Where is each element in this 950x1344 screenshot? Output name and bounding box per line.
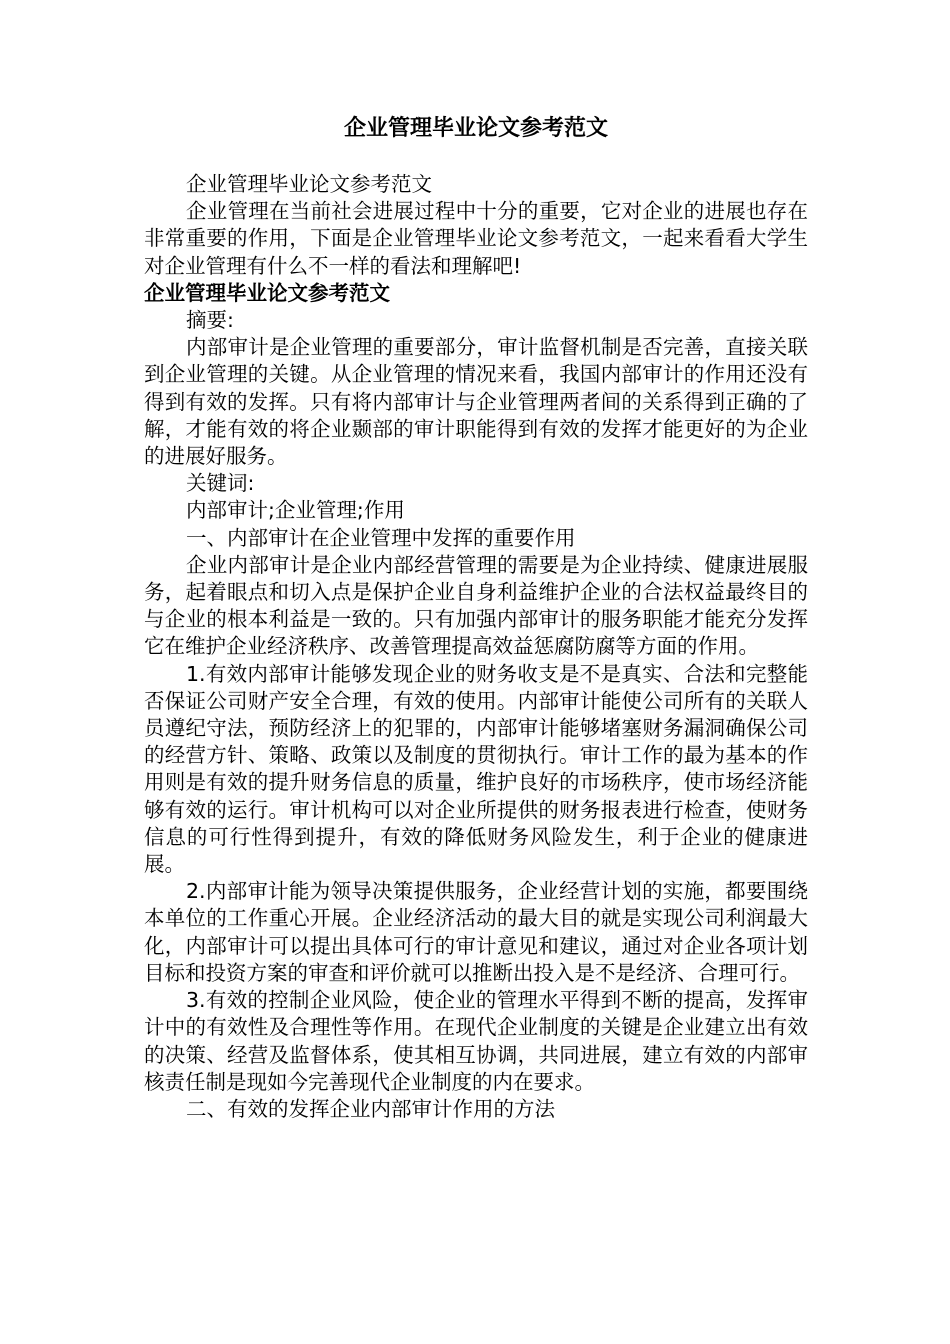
- paragraph-point-one: 1.有效内部审计能够发现企业的财务收支是不是真实、合法和完整能否保证公司财产安全合理，有效的使用。内部审计能使公司所有的关联人员遵纪守法，预防经济上的犯罪的，内部审计能够堵塞财务漏洞确保公司的经营方针、策略、政策以及制度的贯彻执行。审计工作的最为基本的作用则是有效的提升财务信息的质量，维护良好的市场秩序，使市场经济能够有效的运行。审计机构可以对企业所提供的财务报表进行检查，使财务信息的可行性得到提升，有效的降低财务风险发生，利于企业的健康进展。: [144, 661, 808, 877]
- document-page: [144, 112, 808, 1123]
- paragraph-subtitle: 企业管理毕业论文参考范文: [186, 172, 432, 196]
- keywords-value: 内部审计;企业管理;作用: [186, 498, 405, 523]
- paragraph-section-one: 企业内部审计是企业内部经营管理的需要是为企业持续、健康进展服务，起着眼点和切入点是保护企业自身利益维护企业的合法权益最终目的与企业的根本利益是一致的。只有加强内部审计的服务职能才能充分发挥它在维护企业经济秩序、改善管理提高效益惩腐防腐等方面的作用。: [144, 552, 808, 659]
- section-heading: 企业管理毕业论文参考范文: [144, 280, 390, 305]
- paragraph-intro: 企业管理在当前社会进展过程中十分的重要，它对企业的进展也存在非常重要的作用，下面是企业管理毕业论文参考范文，一起来看看大学生对企业管理有什么不一样的看法和理解吧!: [144, 199, 808, 278]
- section-one-heading: 一、内部审计在企业管理中发挥的重要作用: [186, 525, 576, 550]
- keywords-label: 关键词:: [186, 471, 255, 496]
- document-title: 企业管理毕业论文参考范文: [343, 116, 608, 141]
- paragraph-point-two: 2.内部审计能为领导决策提供服务，企业经营计划的实施，都要围绕本单位的工作重心开展。企业经济活动的最大目的就是实现公司利润最大化，内部审计可以提出具体可行的审计意见和建议，通过对企业各项计划目标和投资方案的审查和评价就可以推断出投入是不是经济、合理可行。: [144, 879, 808, 985]
- section-two-heading: 二、有效的发挥企业内部审计作用的方法: [186, 1096, 555, 1121]
- abstract-label: 摘要:: [186, 308, 234, 333]
- paragraph-point-three: 3.有效的控制企业风险，使企业的管理水平得到不断的提高，发挥审计中的有效性及合理性等作用。在现代企业制度的关键是企业建立出有效的决策、经营及监督体系，使其相互协调，共同进展，建立有效的内部审核责任制是现如今完善现代企业制度的内在要求。: [144, 988, 808, 1094]
- paragraph-abstract: 内部审计是企业管理的重要部分，审计监督机制是否完善，直接关联到企业管理的关键。从企业管理的情况来看，我国内部审计的作用还没有得到有效的发挥。只有将内部审计与企业管理两者间的关系得到正确的了解，才能有效的将企业颞部的审计职能得到有效的发挥才能更好的为企业的进展好服务。: [144, 335, 808, 469]
